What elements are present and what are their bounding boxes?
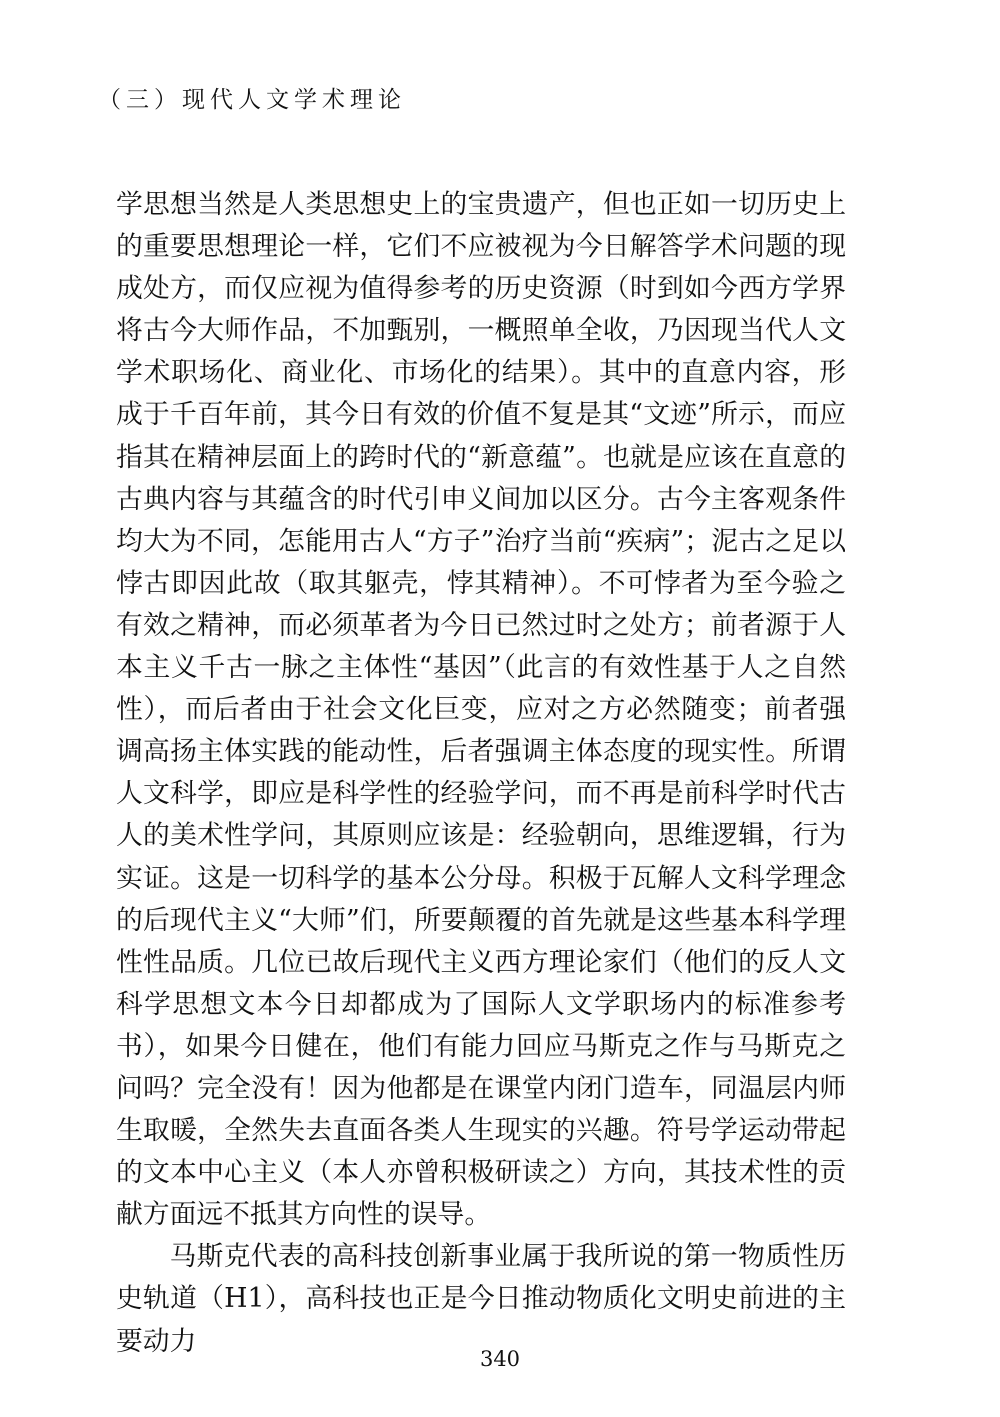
paragraph-continued: 学思想当然是人类思想史上的宝贵遗产，但也正如一切历史上的重要思想理论一样，它们不应被视为今日解答学术问题的现成处方，而仅应视为值得参考的历史资源（时到如今西方学界将古今大师作品，不加甄别，一概照单全收，乃因现当代人文学术职场化、商业化、市场化的结果）。其中的直意内容，形成于千百年前，其今日有效的价值不复是其“文迹”所示，而应指其在精神层面上的跨时代的“新意蕴”。也就是应该在直意的古典内容与其蕴含的时代引申义间加以区分。古今主客观条件均大为不同，怎能用古人“方子”治疗当前“疾病”；泥古之足以悖古即因此故（取其躯壳，悖其精神）。不可悖者为至今验之有效之精神，而必须革者为今日已然过时之处方；前者源于人本主义千古一脉之主体性“基因”（此言的有效性基于人之自然性），而后者由于社会文化巨变，应对之方必然随变；前者强调高扬主体实践的能动性，后者强调主体态度的现实性。所谓人文科学，即应是科学性的经验学问，而不再是前科学时代古人的美术性学问，其原则应该是：经验朝向，思维逻辑，行为实证。这是一切科学的基本公分母。积极于瓦解人文科学理念的后现代主义“大师”们，所要颠覆的首先就是这些基本科学理性性品质。几位已故后现代主义西方理论家们（他们的反人文科学思想文本今日却都成为了国际人文学职场内的标准参考书），如果今日健在，他们有能力回应马斯克之作与马斯克之问吗？完全没有！因为他都是在课堂内闭门造车，同温层内师生取暖，全然失去直面各类人生现实的兴趣。符号学运动带起的文本中心主义（本人亦曾积极研读之）方向，其技术性的贡献方面远不抵其方向性的误导。 <box>116 189 846 1231</box>
section-title: （三）现代人文学术理论 <box>98 87 406 113</box>
paragraph-new: 马斯克代表的高科技创新事业属于我所说的第一物质性历史轨道（H1），高科技也正是今日推动物质化文明史前进的主要动力 <box>116 1241 846 1357</box>
body-text <box>116 184 846 1363</box>
page-number: 340 <box>479 1347 521 1371</box>
